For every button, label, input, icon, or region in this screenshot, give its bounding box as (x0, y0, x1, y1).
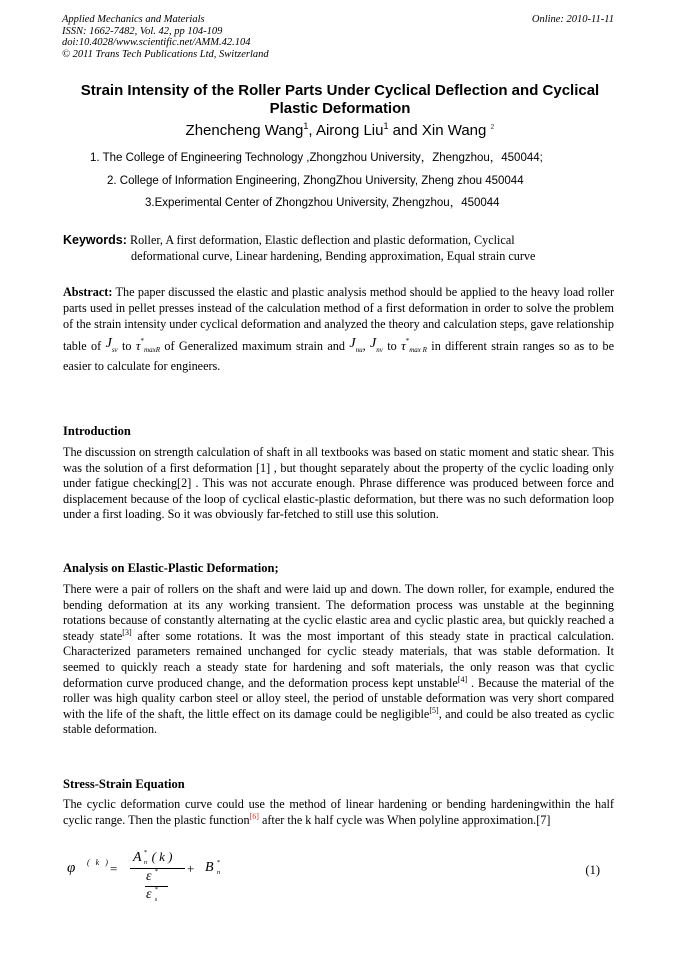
affiliation-2: 2. College of Information Engineering, ZhongZhou University, Zheng zhou 450044 (107, 175, 524, 187)
issn-line: ISSN: 1662-7482, Vol. 42, pp 104-109 (62, 25, 223, 37)
equation-number: (1) (585, 863, 600, 877)
author-name: Zhencheng Wang (185, 122, 304, 139)
author-name: Airong Liu (315, 122, 384, 139)
abstract-text: The paper discussed the elastic and plastic analysis method should be applied to the heavy load roller parts used in pellet presses instead of the calculation method of a first deformation in order to solve the problem of the strain intensity under cyclical deformation and analyzed the theory and calculation steps, gave relationship table of (63, 285, 614, 353)
citation-ref-3[interactable]: [3] (122, 627, 132, 637)
affiliation-marker: 1 (303, 121, 309, 131)
affiliation-marker: 1 (383, 121, 389, 131)
introduction-paragraph: The discussion on strength calculation of shaft in all textbooks was based on static moment and static shear. This was the solution of a first deformation [1] , but thought separately about the property of the cyclic loading only under fatigue checking[2] . This was not accurate enough. Phrase difference was produced between force and displacement because of the loop of cyclical elastic-plastic deformation, but there was no such deformation loop under a first loading. So it was obviously far-fetched to still use this solution. (63, 445, 614, 522)
stress-strain-paragraph: The cyclic deformation curve could use the method of linear hardening or bending hardeningwithin the half cyclic range. Then the plastic function[6] after the k half cycle was When polyline approximation.[7] (63, 797, 614, 827)
section-heading-stress-strain: Stress-Strain Equation (63, 777, 185, 791)
math-equals: = (110, 861, 118, 876)
journal-header (62, 14, 269, 60)
abstract-label: Abstract: (63, 285, 113, 299)
abstract-block: Abstract: The paper discussed the elastic and plastic analysis method should be applied to the heavy load roller parts used in pellet presses instead of the calculation method of a first deformation in order to solve the problem of the strain intensity under cyclical deformation and analyzed the theory and calculation steps, gave relationship table of Jsv to τ*maxR of Generalized maximum strain and Jnu, Jnv to τ*max R in different strain ranges so as to be easier to calculate for engineers. (63, 285, 615, 373)
doi-link[interactable]: doi:10.4028/www.scientific.net/AMM.42.104 (62, 37, 251, 48)
keywords-label: Keywords: (63, 233, 127, 247)
online-date: Online: 2010-11-11 (531, 14, 614, 25)
math-J-nv: Jnv (370, 335, 383, 354)
affiliation-3: 3.Experimental Center of Zhongzhou University, Zhengzhou，450044 (145, 197, 500, 209)
math-tau-max-R: τ*max R (401, 336, 427, 354)
author-name: Xin Wang (421, 122, 487, 139)
affiliation-marker: 2 (490, 124, 495, 131)
title-line-2: Plastic Deformation (269, 100, 411, 117)
citation-ref-4[interactable]: [4] (457, 674, 468, 684)
citation-ref-5[interactable]: [5] (429, 705, 439, 715)
author-list (55, 122, 625, 140)
math-tau-maxR: τ*maxR (135, 336, 160, 354)
math-epsilon: ε * (146, 868, 158, 884)
paper-title (55, 82, 625, 118)
math-phi: φ (67, 860, 76, 876)
math-numerator: A *$_n$ ( k ) (133, 849, 173, 866)
citation-ref-6[interactable]: [6] (249, 811, 259, 821)
math-epsilon-s: ε *$_s$ (146, 886, 158, 903)
keywords-block (63, 233, 614, 264)
author-separator: , (308, 122, 316, 139)
keywords-text: Roller, A first deformation, Elastic deflection and plastic deformation, Cyclical (129, 233, 515, 247)
math-B-n: B *$_n$ (205, 859, 221, 876)
math-plus: + (187, 861, 195, 876)
math-J-sv: Jsv (105, 335, 118, 354)
keywords-line-1 (63, 233, 614, 249)
author-separator: and (388, 122, 422, 139)
math-J-nu: Jnu (349, 335, 363, 354)
math-phi-superscript: ( k ) (87, 858, 110, 867)
keywords-line-2: deformational curve, Linear hardening, Bending approximation, Equal strain curve (131, 248, 536, 263)
affiliation-1: 1. The College of Engineering Technology ,Zhongzhou University，Zhengzhou，450044; (90, 152, 543, 164)
copyright-line: © 2011 Trans Tech Publications Ltd, Switzerland (62, 48, 269, 60)
journal-name: Applied Mechanics and Materials (62, 14, 205, 25)
title-line-1: Strain Intensity of the Roller Parts Under Cyclical Deflection and Cyclical (80, 82, 600, 99)
equation-1 (63, 845, 614, 905)
section-heading-introduction: Introduction (63, 424, 131, 438)
analysis-paragraph: There were a pair of rollers on the shaft and were laid up and down. The down roller, for example, endured the bending deformation at its any working transient. The deformation process was unstable at the beginning rotations because of constantly alternating at the cyclic elastic area and cyclic plastic area, but quickly reached a steady state[3] after some rotations. It was the most important of this steady state in practical calculation. Characterized parameters remained unchanged for cyclic steady materials, that was stable deformation. It seemed to quickly reach a steady state for hardening and soft materials, the only reason was that cyclic deformation curve produced change, and the deformation process kept unstable[4] . Because the material of the roller was high quality carbon steel or alloy steel, the period of unstable deformation was very short compared with the life of the shaft, the little effect on its damage could be negligible[5], and could be also treated as cyclic stable deformation. (63, 582, 614, 737)
section-heading-analysis: Analysis on Elastic-Plastic Deformation; (63, 561, 279, 575)
